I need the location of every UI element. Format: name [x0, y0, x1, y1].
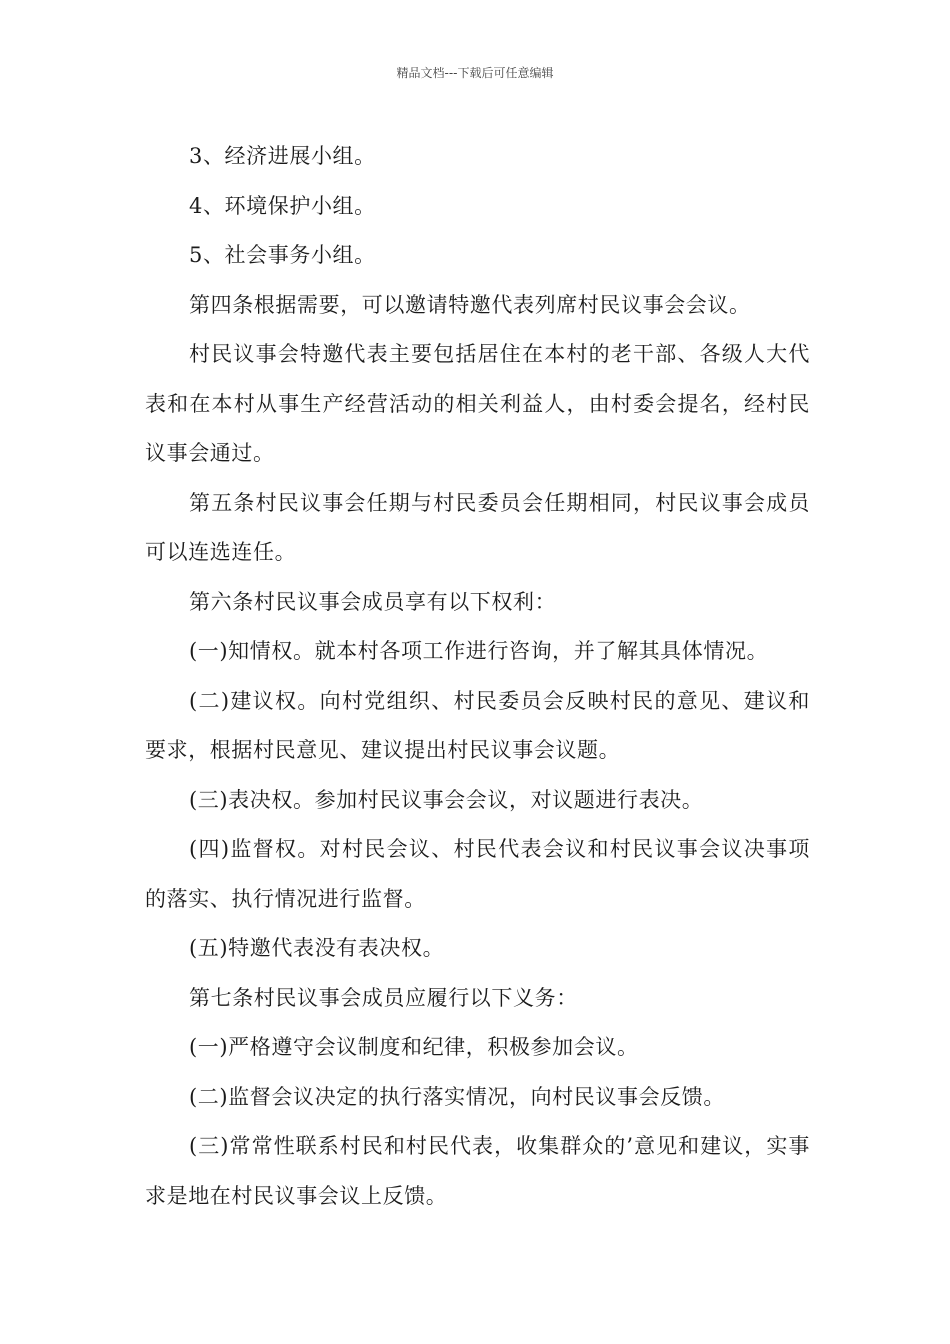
paragraph: 第四条根据需要，可以邀请特邀代表列席村民议事会会议。 — [189, 292, 751, 317]
paragraph: (五)特邀代表没有表决权。 — [189, 936, 445, 960]
paragraph: 5、社会事务小组。 — [189, 243, 376, 267]
paragraph: 4、环境保护小组。 — [189, 193, 376, 218]
paragraph: (三)常常性联系村民和村民代表，收集群众的’意见和建议，实事求是地在村民议事会议上反馈。 — [145, 1134, 810, 1208]
paragraph: (一)严格遵守会议制度和纪律，积极参加会议。 — [189, 1035, 639, 1059]
paragraph: 村民议事会特邀代表主要包括居住在本村的老干部、各级人大代表和在本村从事生产经营活动的相关利益人，由村委会提名，经村民议事会通过。 — [145, 342, 810, 465]
paragraph: (二)建议权。向村党组织、村民委员会反映村民的意见、建议和要求，根据村民意见、建议提出村民议事会议题。 — [145, 688, 810, 762]
page-header: 精品文档---下载后可任意编辑 — [396, 66, 554, 80]
paragraph: (四)监督权。对村民会议、村民代表会议和村民议事会议决事项的落实、执行情况进行监督。 — [145, 837, 810, 911]
paragraph: (一)知情权。就本村各项工作进行咨询，并了解其具体情况。 — [189, 639, 769, 663]
paragraph: 第七条村民议事会成员应履行以下义务： — [189, 985, 578, 1010]
paragraph: (三)表决权。参加村民议事会会议，对议题进行表决。 — [189, 787, 704, 812]
paragraph: 3、经济进展小组。 — [189, 144, 376, 168]
paragraph: 第六条村民议事会成员享有以下权利： — [189, 589, 557, 614]
document-body — [145, 132, 810, 1221]
paragraph: (二)监督会议决定的执行落实情况，向村民议事会反馈。 — [189, 1084, 725, 1109]
paragraph: 第五条村民议事会任期与村民委员会任期相同，村民议事会成员可以连选连任。 — [145, 490, 810, 564]
